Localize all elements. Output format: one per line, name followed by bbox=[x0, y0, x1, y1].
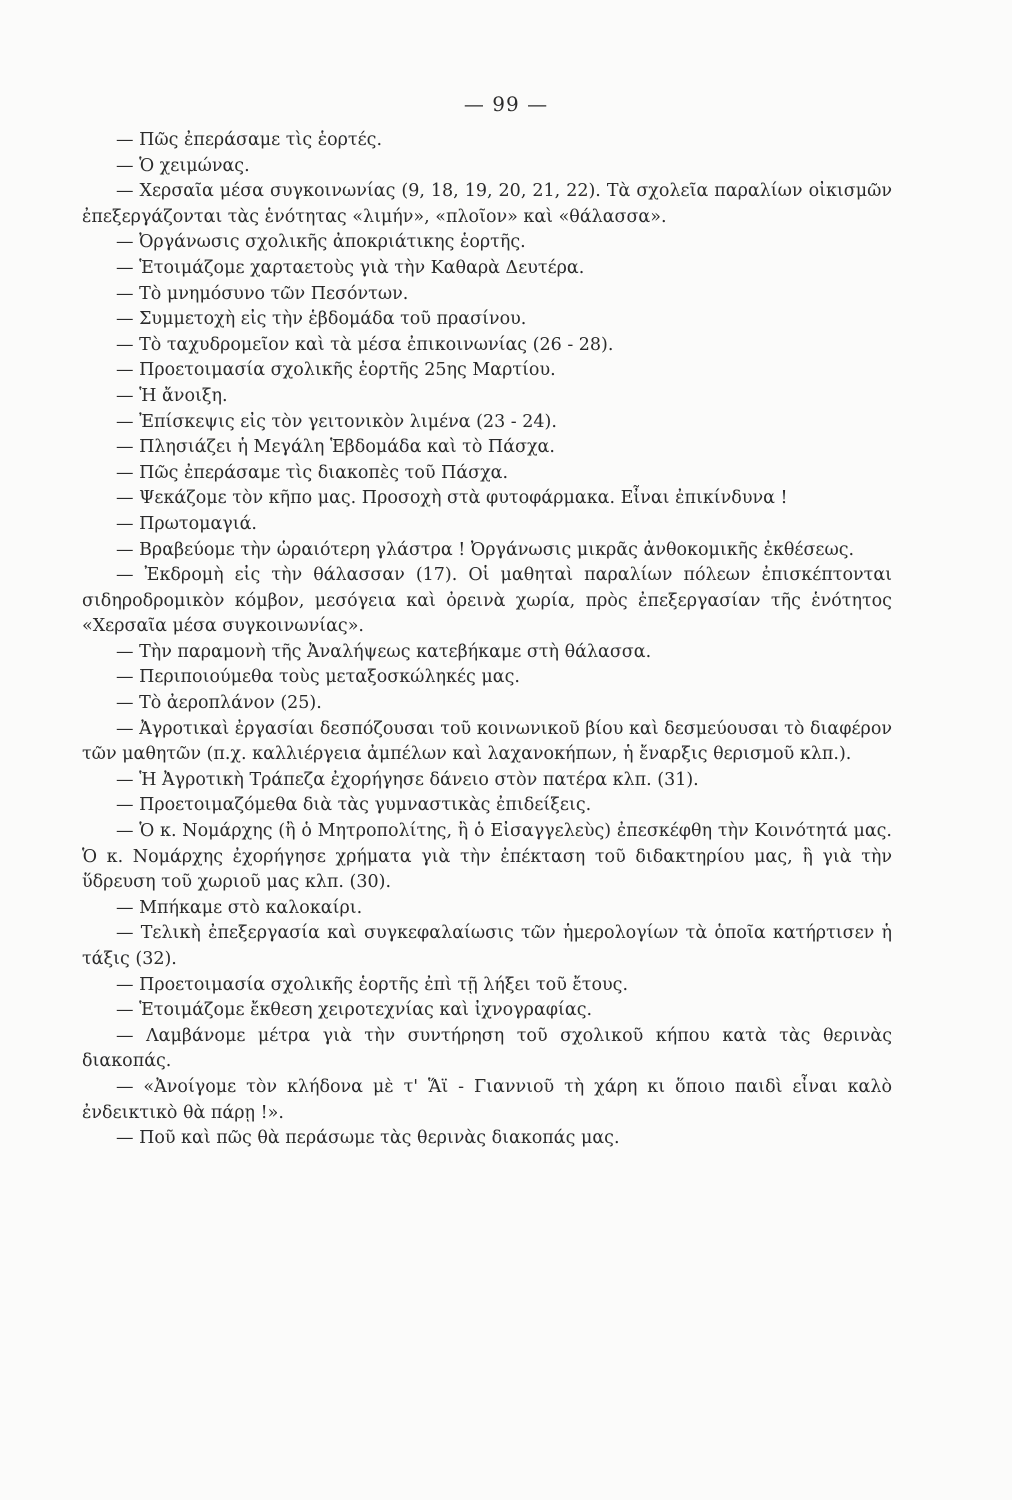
list-item: — Λαμβάνομε μέτρα γιὰ τὴν συντήρηση τοῦ σχολικοῦ κήπου κατὰ τὰς θερινὰς διακοπάς. bbox=[82, 1025, 892, 1072]
list-item: — Προετοιμαζόμεθα διὰ τὰς γυμναστικὰς ἐπιδείξεις. bbox=[116, 795, 592, 816]
list-item: — Ἡ Ἀγροτικὴ Τράπεζα ἐχορήγησε δάνειο στὸν πατέρα κλπ. (31). bbox=[116, 769, 699, 790]
list-item: — Ἀγροτικαὶ ἐργασίαι δεσπόζουσαι τοῦ κοινωνικοῦ βίου καὶ δεσμεύουσαι τὸ διαφέρον τῶν μαθητῶν (π.χ. καλλιέργεια ἀμπέλων καὶ λαχανοκήπων, ἡ ἔναρξις θερισμοῦ κλπ.). bbox=[82, 718, 892, 765]
list-item: — Τὸ μνημόσυνο τῶν Πεσόντων. bbox=[116, 283, 409, 304]
list-item: — Ἡ ἄνοιξη. bbox=[116, 385, 228, 406]
list-item: — Ἑτοιμάζομε ἔκθεση χειροτεχνίας καὶ ἰχνογραφίας. bbox=[116, 1000, 593, 1021]
list-item: — Τὸ ἀεροπλάνον (25). bbox=[116, 693, 322, 714]
list-item: — Ὁ χειμώνας. bbox=[116, 155, 250, 176]
list-item: — Ὁ κ. Νομάρχης (ἢ ὁ Μητροπολίτης, ἢ ὁ Εἰσαγγελεὺς) ἐπεσκέφθη τὴν Κοινότητά μας. Ὁ κ. Νομάρχης ἐχορήγησε χρήματα γιὰ τὴν ἐπέκταση τοῦ διδακτηρίου μας, ἢ γιὰ τὴν ὕδρευση τοῦ χωριοῦ μας κλπ. (30). bbox=[82, 821, 892, 893]
entry-list bbox=[82, 128, 892, 1152]
list-item: — Πρωτομαγιά. bbox=[116, 513, 257, 534]
list-item: — Πῶς ἐπεράσαμε τὶς ἑορτές. bbox=[116, 130, 383, 150]
list-item: — «Ἀνοίγομε τὸν κλήδονα μὲ τ' Ἅϊ - Γιαννιοῦ τὴ χάρη κι ὅποιο παιδὶ εἶναι καλὸ ἐνδεικτικὸ θὰ πάρῃ !». bbox=[82, 1076, 892, 1123]
list-item: — Πλησιάζει ἡ Μεγάλη Ἑβδομάδα καὶ τὸ Πάσχα. bbox=[116, 437, 555, 458]
list-item: — Ἐκδρομὴ εἰς τὴν θάλασσαν (17). Οἱ μαθηταὶ παραλίων πόλεων ἐπισκέπτονται σιδηροδρομικὸν κόμβον, μεσόγεια καὶ ὀρεινὰ χωρία, πρὸς ἐπεξεργασίαν τῆς ἑνότητος «Χερσαῖα μέσα συγκοινωνίας». bbox=[82, 565, 892, 637]
list-item: — Ψεκάζομε τὸν κῆπο μας. Προσοχὴ στὰ φυτοφάρμακα. Εἶναι ἐπικίνδυνα ! bbox=[116, 488, 788, 509]
list-item: — Μπήκαμε στὸ καλοκαίρι. bbox=[116, 897, 363, 918]
list-item: — Ἐπίσκεψις εἰς τὸν γειτονικὸν λιμένα (23 - 24). bbox=[116, 411, 557, 432]
list-item: — Προετοιμασία σχολικῆς ἑορτῆς ἐπὶ τῇ λήξει τοῦ ἔτους. bbox=[116, 974, 629, 995]
list-item: — Ποῦ καὶ πῶς θὰ περάσωμε τὰς θερινὰς διακοπάς μας. bbox=[116, 1128, 620, 1149]
list-item: — Συμμετοχὴ εἰς τὴν ἑβδομάδα τοῦ πρασίνου. bbox=[116, 309, 527, 330]
list-item: — Τελικὴ ἐπεξεργασία καὶ συγκεφαλαίωσις τῶν ἡμερολογίων τὰ ὁποῖα κατήρτισεν ἡ τάξις (32). bbox=[82, 923, 892, 969]
list-item: — Πῶς ἐπεράσαμε τὶς διακοπὲς τοῦ Πάσχα. bbox=[116, 462, 509, 483]
list-item: — Ἑτοιμάζομε χαρταετοὺς γιὰ τὴν Καθαρὰ Δευτέρα. bbox=[116, 257, 585, 278]
list-item: — Ὀργάνωσις σχολικῆς ἀποκριάτικης ἑορτῆς. bbox=[116, 232, 526, 253]
list-item: — Βραβεύομε τὴν ὡραιότερη γλάστρα ! Ὀργάνωσις μικρᾶς ἀνθοκομικῆς ἐκθέσεως. bbox=[116, 539, 855, 560]
list-item: — Προετοιμασία σχολικῆς ἑορτῆς 25ης Μαρτίου. bbox=[116, 360, 556, 381]
list-item: — Περιποιούμεθα τοὺς μεταξοσκώληκές μας. bbox=[116, 667, 520, 688]
list-item: — Τὸ ταχυδρομεῖον καὶ τὰ μέσα ἐπικοινωνίας (26 - 28). bbox=[116, 334, 614, 355]
list-item: — Τὴν παραμονὴ τῆς Ἀναλήψεως κατεβήκαμε στὴ θάλασσα. bbox=[116, 641, 652, 662]
page-number: — 99 — bbox=[463, 92, 549, 116]
list-item: — Χερσαῖα μέσα συγκοινωνίας (9, 18, 19, 20, 21, 22). Τὰ σχολεῖα παραλίων οἰκισμῶν ἐπεξεργάζονται τὰς ἑνότητας «λιμήν», «πλοῖον» καὶ «θάλασσα». bbox=[82, 181, 892, 227]
